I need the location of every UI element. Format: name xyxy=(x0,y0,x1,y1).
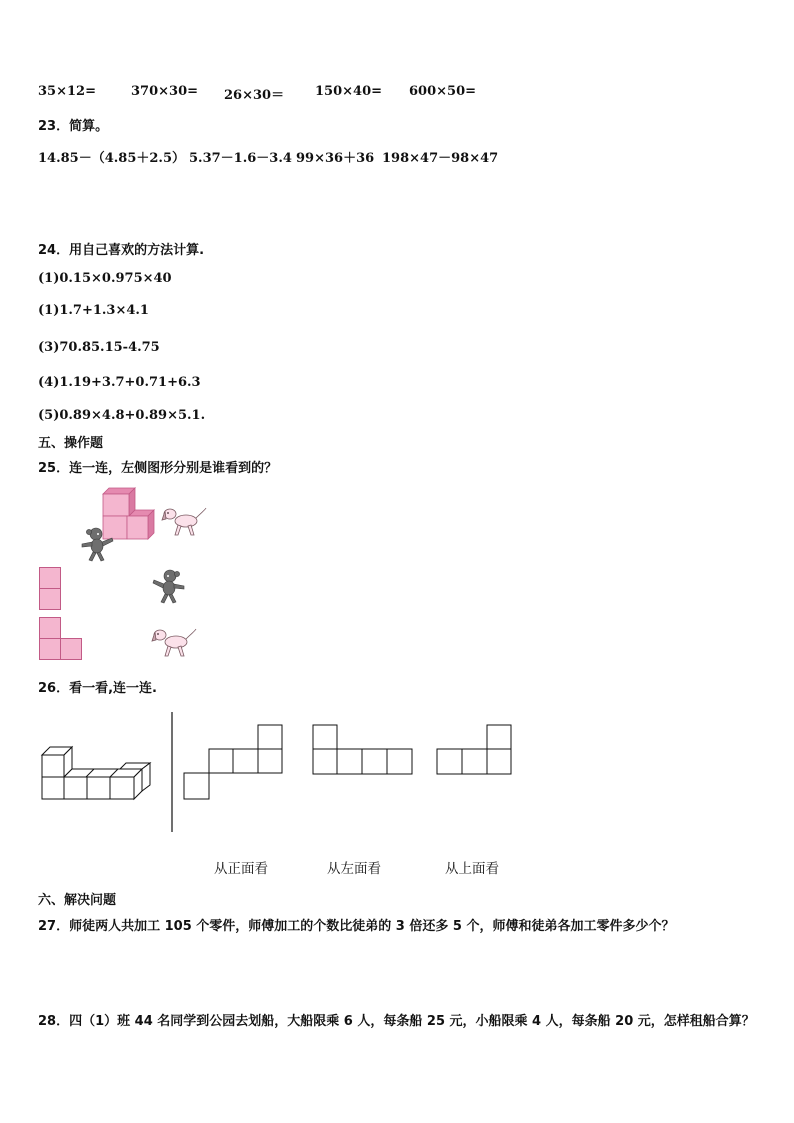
oral-item-4: 150×40= xyxy=(315,84,383,99)
q23-item-4: 198×47－98×47 xyxy=(382,151,499,166)
oral-item-2: 370×30= xyxy=(131,84,199,99)
q25-view-column xyxy=(39,567,63,611)
q27-text: 27．师徒两人共加工 105 个零件，师傅加工的个数比徒弟的 3 倍还多 5 个，师傅和徒弟各加工零件多少个？ xyxy=(38,919,675,934)
dog-icon xyxy=(160,504,208,538)
q26-label-front: 从正面看 xyxy=(214,861,268,877)
q24-title: 24．用自己喜欢的方法计算. xyxy=(38,243,205,258)
q23-title: 23．简算。 xyxy=(38,119,109,134)
q23-item-1: 14.85－（4.85＋2.5） xyxy=(38,151,185,166)
q26-title: 26．看一看,连一连. xyxy=(38,681,157,696)
q25-view-l-shape xyxy=(39,617,83,661)
q24-item-5: (5)0.89×4.8+0.89×5.1. xyxy=(38,408,206,423)
q28-text: 28．四（1）班 44 名同学到公园去划船，大船限乘 6 人，每条船 25 元，小船限乘 4 人，每条船 20 元，怎样租船合算？ xyxy=(38,1014,755,1029)
q26-label-left: 从左面看 xyxy=(327,861,381,877)
q26-view-c xyxy=(436,724,514,778)
q26-solid xyxy=(42,747,157,802)
section5-title: 五、操作题 xyxy=(38,436,104,451)
q26-divider xyxy=(170,712,174,834)
oral-item-1: 35×12= xyxy=(38,84,96,99)
q24-item-4: (4)1.19+3.7+0.71+6.3 xyxy=(38,375,201,390)
q24-item-2: (1)1.7+1.3×4.1 xyxy=(38,303,149,318)
q23-item-3: 99×36＋36 xyxy=(296,151,375,166)
dog-icon xyxy=(150,625,198,659)
q26-view-b xyxy=(312,724,414,778)
q26-label-top: 从上面看 xyxy=(445,861,499,877)
q23-item-2: 5.37－1.6－3.4 xyxy=(189,151,292,166)
monkey-icon xyxy=(78,526,116,562)
q26-view-a xyxy=(183,724,283,802)
q24-item-3: (3)70.85.15-4.75 xyxy=(38,340,160,355)
oral-item-3: 26×30＝ xyxy=(224,88,285,103)
oral-item-5: 600×50= xyxy=(409,84,477,99)
monkey-icon xyxy=(150,568,188,604)
q24-item-1: (1)0.15×0.975×40 xyxy=(38,271,172,286)
q25-title: 25．连一连，左侧图形分别是谁看到的？ xyxy=(38,461,278,476)
section6-title: 六、解决问题 xyxy=(38,893,117,908)
